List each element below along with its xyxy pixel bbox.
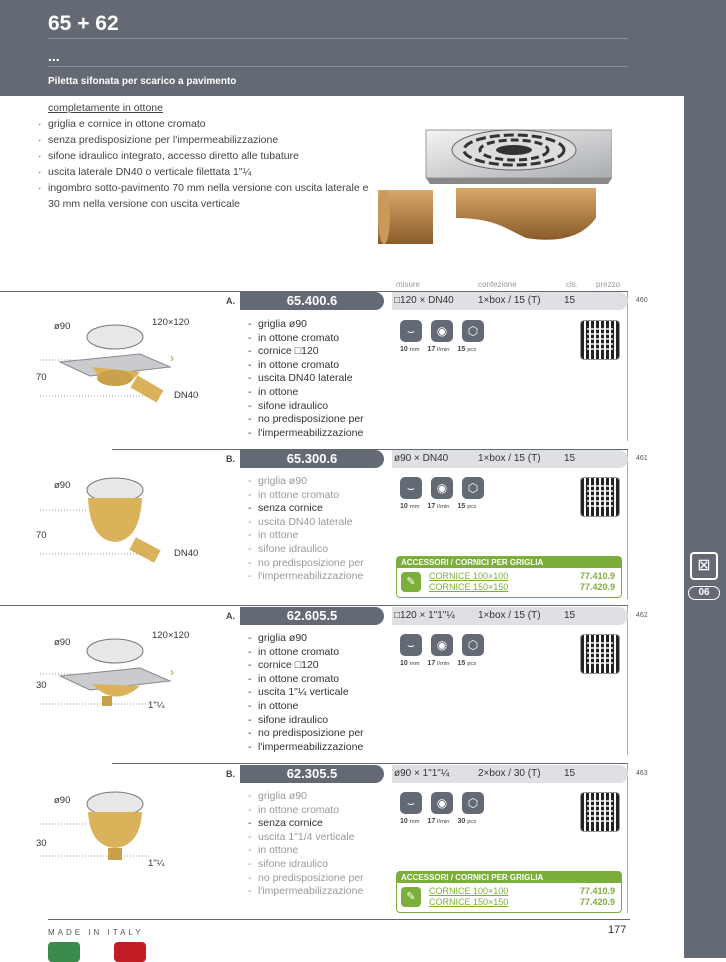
desc-item: · sifone idraulico integrato, accesso diretto alle tubature	[36, 148, 376, 164]
page-header	[0, 0, 684, 96]
accessories-header: ACCESSORI / CORNICI PER GRIGLIA	[397, 872, 621, 883]
box-icon: ⬡	[462, 477, 484, 499]
icon-labels: 10 mm 17 l/min 15 pcs	[400, 503, 477, 510]
accessory-row[interactable]: CORNICE 100×100 77.410.9	[429, 886, 615, 896]
desc-item: · griglia e cornice in ottone cromato	[36, 116, 376, 132]
icon-labels: 10 mm 17 l/min 15 pcs	[400, 346, 477, 353]
spec-pack: 2×box / 30 (T)	[478, 768, 541, 779]
qr-code[interactable]	[580, 320, 620, 360]
feature: - no predisposizione per	[248, 413, 364, 427]
accessory-row[interactable]: CORNICE 150×150 77.420.9	[429, 897, 615, 907]
icon-labels: 10 mm 17 l/min 30 pcs	[400, 818, 477, 825]
feature: - in ottone	[248, 529, 364, 543]
feature: - l'impermeabilizzazione	[248, 427, 364, 441]
feature: - no predisposizione per	[248, 727, 364, 741]
spec-pack: 1×box / 15 (T)	[478, 610, 541, 621]
feature: - uscita DN40 laterale	[248, 372, 364, 386]
desc-item: · ingombro sotto-pavimento 70 mm nella versione con uscita laterale e 30 mm nella versione con uscita verticale	[36, 180, 376, 212]
flag-red	[114, 942, 146, 962]
wrench-icon: ✎	[401, 572, 421, 592]
variant-letter: B.	[226, 454, 235, 464]
feature: - in ottone cromato	[248, 489, 364, 503]
desc-item: · uscita laterale DN40 o verticale filettata 1"¼	[36, 164, 376, 180]
feature-list	[248, 475, 364, 584]
feature: - griglia ø90	[248, 318, 364, 332]
accessories-box	[396, 871, 622, 913]
product-description	[36, 100, 376, 212]
flow-rate-icon: ◉	[431, 320, 453, 342]
spec-icons	[400, 792, 484, 814]
feature: - in ottone cromato	[248, 673, 364, 687]
feature-list	[248, 790, 364, 899]
accessories-header: ACCESSORI / CORNICI PER GRIGLIA	[397, 557, 621, 568]
flow-rate-icon: ◉	[431, 477, 453, 499]
col-header-misure: misure	[396, 280, 421, 289]
dim-label: ø90	[54, 637, 71, 648]
flow-rate-icon: ◉	[431, 792, 453, 814]
siphon-icon: ⌣	[400, 477, 422, 499]
spec-cls: 15	[564, 610, 576, 621]
spec-size: □120 × 1"1"¼	[394, 610, 455, 621]
svg-text:›: ›	[170, 351, 174, 365]
qr-code[interactable]	[580, 792, 620, 832]
dim-label: 120×120	[152, 317, 190, 328]
desc-item: · senza predisposizione per l'impermeabilizzazione	[36, 132, 376, 148]
spec-cls: 15	[564, 295, 576, 306]
col-header-confezione: confezione	[478, 280, 517, 289]
feature: - sifone idraulico	[248, 400, 364, 414]
made-in-italy: MADE IN ITALY	[48, 928, 144, 937]
page-ref: 460	[636, 297, 648, 304]
spec-size: ø90 × DN40	[394, 453, 449, 464]
feature: - in ottone	[248, 700, 364, 714]
box-icon: ⬡	[462, 320, 484, 342]
box-icon: ⬡	[462, 792, 484, 814]
dim-label: 30	[36, 838, 47, 849]
feature: - sifone idraulico	[248, 858, 364, 872]
page-ref: 461	[636, 455, 648, 462]
spec-bar	[392, 292, 628, 310]
feature: - no predisposizione per	[248, 557, 364, 571]
icon-labels: 10 mm 17 l/min 15 pcs	[400, 660, 477, 667]
dim-label: DN40	[174, 548, 199, 559]
feature: - l'impermeabilizzazione	[248, 570, 364, 584]
flow-rate-icon: ◉	[431, 634, 453, 656]
feature: - uscita 1"¼ verticale	[248, 686, 364, 700]
feature: - in ottone cromato	[248, 804, 364, 818]
dim-label: DN40	[174, 390, 199, 401]
feature: - in ottone cromato	[248, 332, 364, 346]
col-header-cls: cls.	[566, 280, 578, 289]
desc-intro: completamente in ottone	[48, 102, 163, 114]
flag-green	[48, 942, 80, 962]
siphon-icon: ⌣	[400, 634, 422, 656]
accessories-box	[396, 556, 622, 598]
feature: - in ottone	[248, 844, 364, 858]
accessory-row[interactable]: CORNICE 150×150 77.420.9	[429, 582, 615, 592]
feature: - in ottone cromato	[248, 359, 364, 373]
box-icon: ⬡	[462, 634, 484, 656]
feature: - uscita DN40 laterale	[248, 516, 364, 530]
dim-label: ø90	[54, 321, 71, 332]
feature-list	[248, 632, 364, 754]
siphon-icon: ⌣	[400, 792, 422, 814]
feature: - l'impermeabilizzazione	[248, 741, 364, 755]
spec-bar	[392, 765, 628, 783]
page-ref: 463	[636, 770, 648, 777]
accessory-row[interactable]: CORNICE 100×100 77.410.9	[429, 571, 615, 581]
siphon-icon: ⌣	[400, 320, 422, 342]
feature: - no predisposizione per	[248, 872, 364, 886]
header-dots: ...	[48, 48, 60, 64]
variant-letter: A.	[226, 611, 235, 621]
dim-label: 120×120	[152, 630, 190, 641]
feature: - griglia ø90	[248, 632, 364, 646]
spec-size: □120 × DN40	[394, 295, 454, 306]
spec-cls: 15	[564, 453, 576, 464]
chapter-tab[interactable]: 06	[688, 586, 720, 600]
feature: - l'impermeabilizzazione	[248, 885, 364, 899]
spec-pack: 1×box / 15 (T)	[478, 295, 541, 306]
dim-label: 70	[36, 372, 47, 383]
feature: - sifone idraulico	[248, 543, 364, 557]
footer-divider	[48, 919, 630, 920]
feature: - griglia ø90	[248, 475, 364, 489]
feature: - uscita 1"1/4 verticale	[248, 831, 364, 845]
feature: - cornice □120	[248, 345, 364, 359]
spec-pack: 1×box / 15 (T)	[478, 453, 541, 464]
product-code[interactable]: 65.300.6	[240, 450, 384, 468]
spec-icons	[400, 320, 484, 342]
dim-label: 70	[36, 530, 47, 541]
page-ref: 462	[636, 612, 648, 619]
spec-icons	[400, 634, 484, 656]
feature: - cornice □120	[248, 659, 364, 673]
product-code[interactable]: 62.605.5	[240, 607, 384, 625]
feature: - senza cornice	[248, 502, 364, 516]
page-number: 177	[608, 924, 627, 936]
divider	[48, 38, 628, 39]
right-sidebar	[684, 0, 726, 958]
dim-label: 30	[36, 680, 47, 691]
page-title: 65 + 62	[48, 12, 119, 35]
svg-text:›: ›	[170, 665, 174, 679]
product-code[interactable]: 62.305.5	[240, 765, 384, 783]
product-code[interactable]: 65.400.6	[240, 292, 384, 310]
feature: - senza cornice	[248, 817, 364, 831]
feature: - in ottone cromato	[248, 646, 364, 660]
spec-bar	[392, 607, 628, 625]
dim-label: 1"¼	[148, 700, 165, 711]
product-photo	[376, 118, 612, 248]
dim-label: ø90	[54, 480, 71, 491]
variant-letter: B.	[226, 769, 235, 779]
page-subtitle: Piletta sifonata per scarico a pavimento	[48, 76, 237, 87]
category-icon[interactable]: ⊠	[690, 552, 718, 580]
spec-cls: 15	[564, 768, 576, 779]
dim-label: 1"¼	[148, 858, 165, 869]
wrench-icon: ✎	[401, 887, 421, 907]
feature: - sifone idraulico	[248, 714, 364, 728]
spec-icons	[400, 477, 484, 499]
dim-label: ø90	[54, 795, 71, 806]
feature: - griglia ø90	[248, 790, 364, 804]
divider	[48, 66, 628, 67]
feature: - in ottone	[248, 386, 364, 400]
feature-list	[248, 318, 364, 440]
col-header-prezzo: prezzo	[596, 280, 621, 289]
spec-bar	[392, 450, 628, 468]
variant-letter: A.	[226, 296, 235, 306]
qr-code[interactable]	[580, 477, 620, 517]
qr-code[interactable]	[580, 634, 620, 674]
spec-size: ø90 × 1"1"¼	[394, 768, 450, 779]
